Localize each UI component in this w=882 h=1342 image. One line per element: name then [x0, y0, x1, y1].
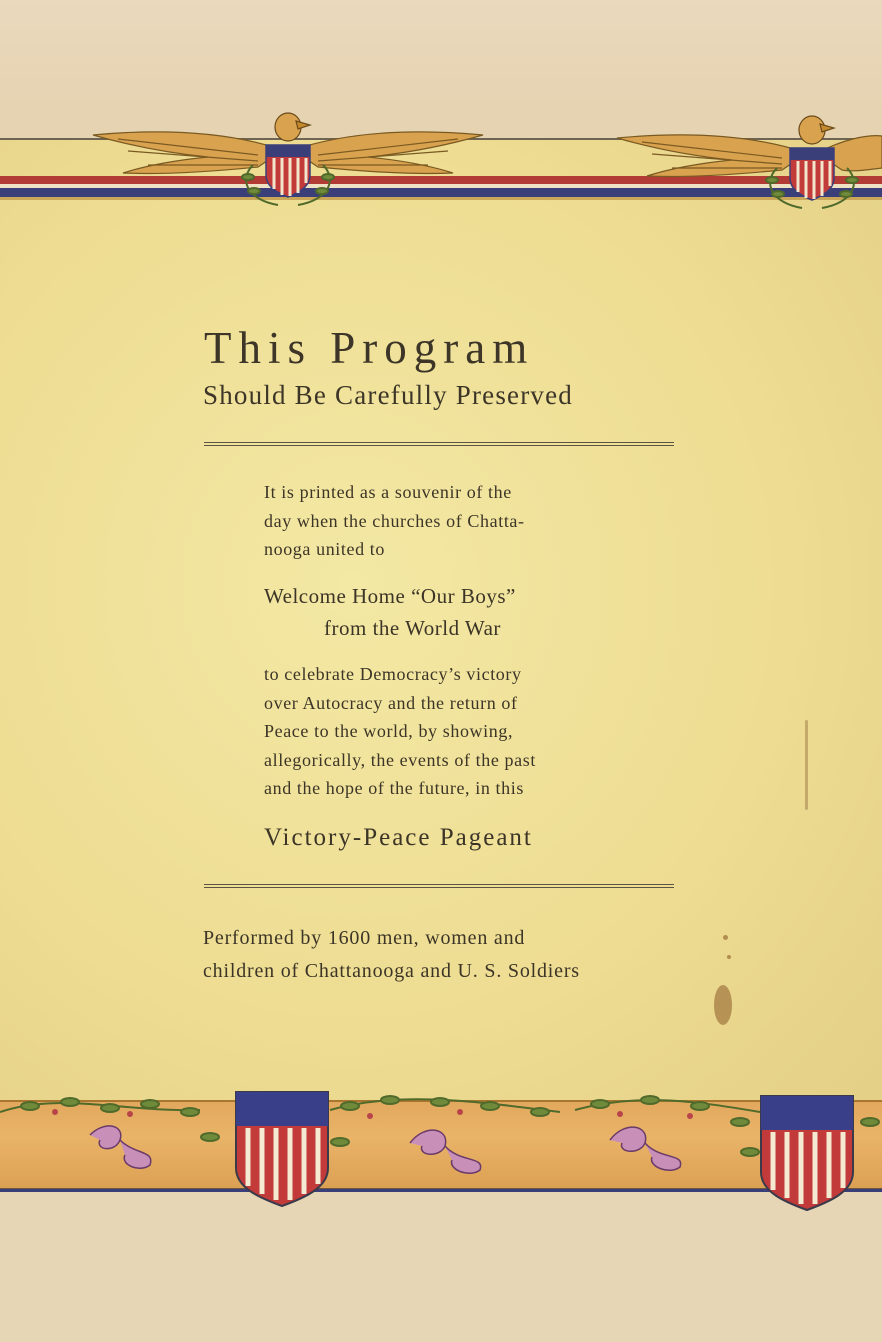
welcome-line: from the World War — [324, 616, 501, 640]
paragraph-line: and the hope of the future, in this — [264, 778, 524, 798]
ribbon-scroll-icon — [80, 1115, 160, 1175]
welcome-line: Welcome Home “Our Boys” — [264, 584, 516, 608]
paragraph-line: to celebrate Democracy’s victory — [264, 664, 522, 684]
intro-paragraph — [264, 478, 624, 564]
page-subtitle: Should Be Carefully Preserved — [203, 380, 573, 410]
ink-stain — [723, 935, 728, 940]
paragraph-line: nooga united to — [264, 539, 385, 559]
paragraph-line: It is printed as a souvenir of the — [264, 482, 512, 502]
eagle-shield-icon — [88, 105, 488, 210]
paragraph-line: Peace to the world, by showing, — [264, 721, 514, 741]
celebrate-paragraph — [264, 660, 624, 803]
paragraph-line: day when the churches of Chatta- — [264, 510, 525, 531]
divider-rule — [204, 442, 674, 446]
paragraph-line: Performed by 1600 men, women and — [203, 927, 526, 949]
ink-stain — [714, 985, 732, 1025]
ribbon-scroll-icon — [400, 1118, 490, 1178]
ribbon-scroll-icon — [600, 1115, 690, 1175]
welcome-home-heading — [264, 580, 624, 644]
ink-stain — [805, 720, 808, 810]
paragraph-line: over Autocracy and the return of — [264, 692, 518, 713]
paragraph-line: allegorically, the events of the past — [264, 749, 536, 770]
divider-rule — [204, 884, 674, 888]
pageant-title: Victory-Peace Pageant — [264, 824, 533, 851]
paragraph-line: children of Chattanooga and U. S. Soldiers — [203, 960, 580, 982]
performed-by-text — [203, 922, 678, 988]
page-title: This Program — [204, 323, 535, 373]
flag-shield-icon — [234, 1090, 330, 1208]
flag-shield-icon — [758, 1094, 856, 1212]
ink-stain — [727, 955, 731, 959]
eagle-shield-icon — [612, 108, 882, 213]
